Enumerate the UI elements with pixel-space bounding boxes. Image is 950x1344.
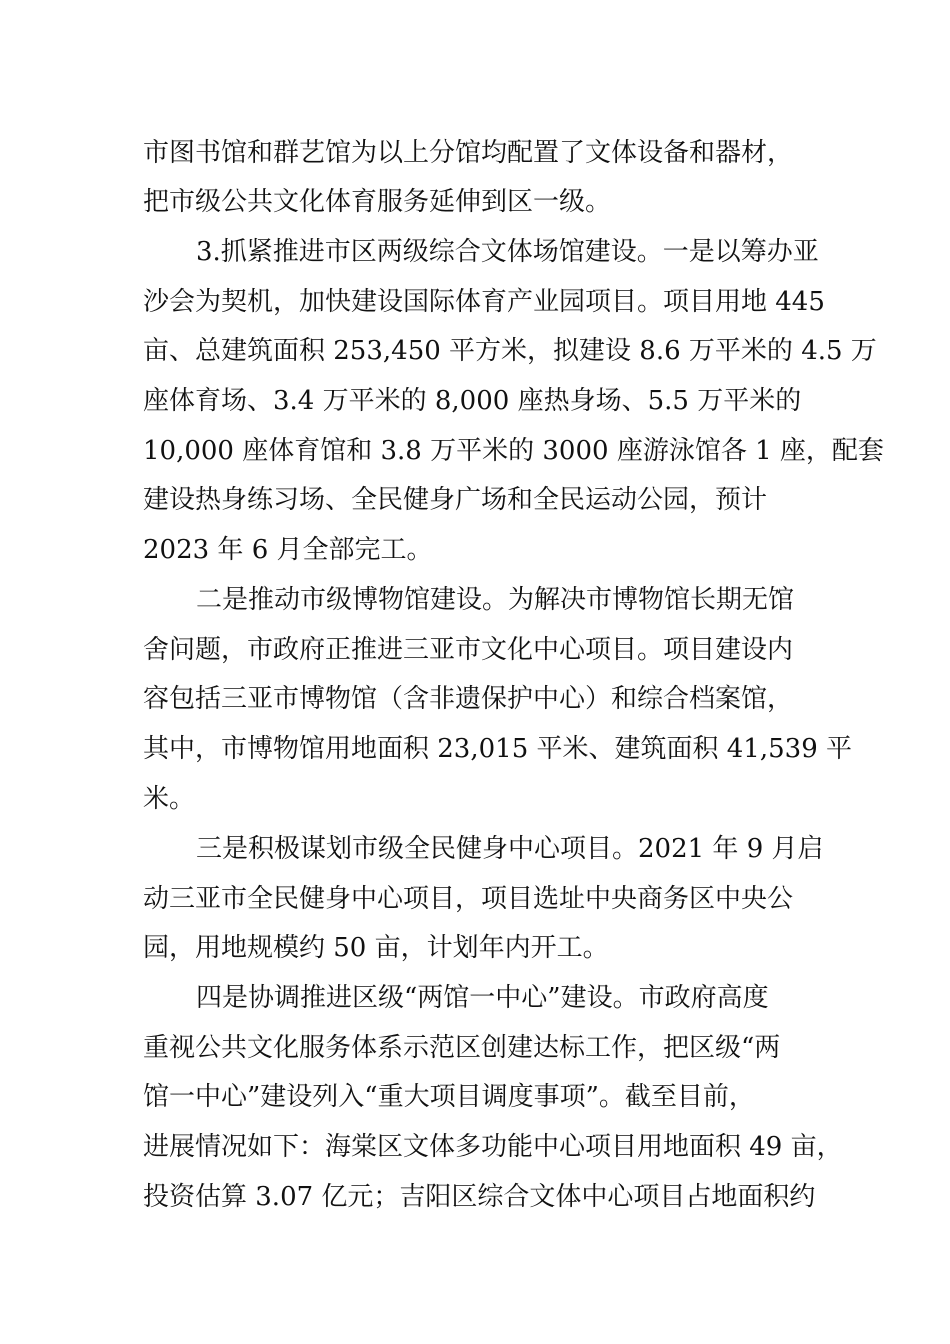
text-line: 园，用地规模约 50 亩，计划年内开工。 [143, 933, 609, 963]
text-line: 重视公共文化服务体系示范区创建达标工作，把区级“两 [143, 1033, 781, 1063]
text-line: 容包括三亚市博物馆（含非遗保护中心）和综合档案馆， [143, 684, 794, 714]
text-line: 10,000 座体育馆和 3.8 万平米的 3000 座游泳馆各 1 座，配套 [143, 436, 884, 466]
paragraph-start-line: 3.抓紧推进市区两级综合文体场馆建设。一是以筹办亚 [196, 237, 819, 267]
text-line: 把市级公共文化体育服务延伸到区一级。 [143, 187, 612, 217]
paragraph-start-line: 四是协调推进区级“两馆一中心”建设。市政府高度 [196, 983, 769, 1013]
text-line: 进展情况如下：海棠区文体多功能中心项目用地面积 49 亩， [143, 1132, 843, 1162]
paragraph-start-line: 三是积极谋划市级全民健身中心项目。2021 年 9 月启 [196, 834, 824, 864]
text-line: 投资估算 3.07 亿元；吉阳区综合文体中心项目占地面积约 [143, 1182, 816, 1212]
text-line: 2023 年 6 月全部完工。 [143, 535, 433, 565]
paragraph-start-line: 二是推动市级博物馆建设。为解决市博物馆长期无馆 [196, 585, 795, 615]
text-line: 其中，市博物馆用地面积 23,015 平米、建筑面积 41,539 平 [143, 734, 853, 764]
text-line: 动三亚市全民健身中心项目，项目选址中央商务区中央公 [143, 884, 794, 914]
text-line: 座体育场、3.4 万平米的 8,000 座热身场、5.5 万平米的 [143, 386, 802, 416]
text-line: 沙会为契机，加快建设国际体育产业园项目。项目用地 445 [143, 287, 825, 317]
text-line: 建设热身练习场、全民健身广场和全民运动公园，预计 [143, 485, 768, 515]
text-line: 米。 [143, 784, 196, 814]
text-line: 馆一中心”建设列入“重大项目调度事项”。截至目前， [143, 1082, 755, 1112]
text-line: 亩、总建筑面积 253,450 平方米，拟建设 8.6 万平米的 4.5 万 [143, 336, 877, 366]
text-line: 舍问题，市政府正推进三亚市文化中心项目。项目建设内 [143, 635, 794, 665]
text-line: 市图书馆和群艺馆为以上分馆均配置了文体设备和器材， [143, 138, 794, 168]
